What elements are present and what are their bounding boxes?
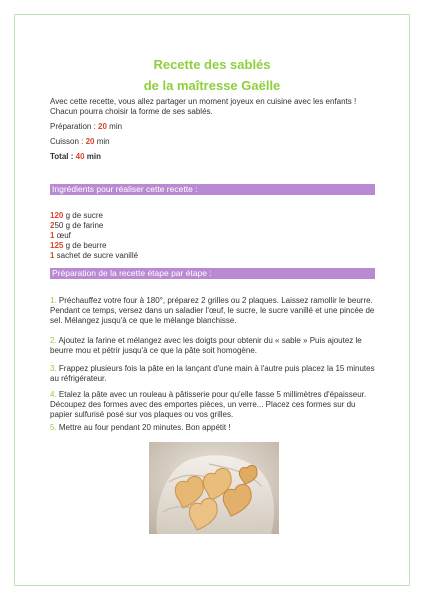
steps-heading: Préparation de la recette étape par étape : bbox=[50, 268, 375, 279]
step-4 bbox=[50, 390, 378, 420]
step-1 bbox=[50, 296, 378, 326]
total-label: Total : bbox=[50, 152, 76, 161]
step-text: Préchauffez votre four à 180°, préparez 2 grilles ou 2 plaques. Laissez ramollir le beurre. Pendant ce temps, versez dans un saladier l'œuf, le sucre, le sucre vanillé et une pincée de sel. Mélangez jusqu'à ce que le mélange blanchisse. bbox=[50, 296, 375, 325]
ingredient-qty: 1 bbox=[50, 231, 55, 240]
total-time bbox=[50, 152, 101, 162]
ingredient-qty: 125 bbox=[50, 241, 64, 250]
step-number: 3. bbox=[50, 364, 57, 373]
ingredient-item bbox=[50, 241, 138, 251]
step-number: 2. bbox=[50, 336, 57, 345]
step-text: Frappez plusieurs fois la pâte en la lançant d'une main à l'autre puis placez la 15 minutes au réfrigérateur. bbox=[50, 364, 375, 383]
ingredients-list bbox=[50, 211, 138, 261]
cookies-illustration bbox=[149, 442, 279, 534]
step-number: 5. bbox=[50, 423, 57, 432]
recipe-title-line-2: de la maîtresse Gaëlle bbox=[143, 78, 281, 93]
ingredient-text: 50 g de farine bbox=[54, 221, 104, 230]
ingredient-item bbox=[50, 211, 138, 221]
ingredient-item bbox=[50, 251, 138, 261]
ingredient-text: œuf bbox=[54, 231, 71, 240]
ingredient-qty: 120 bbox=[50, 211, 64, 220]
ingredient-item bbox=[50, 231, 138, 241]
ingredient-text: g de sucre bbox=[63, 211, 103, 220]
step-3 bbox=[50, 364, 378, 384]
step-5 bbox=[50, 423, 378, 433]
cookies-photo bbox=[149, 442, 279, 534]
ingredient-text: sachet de sucre vanillé bbox=[54, 251, 139, 260]
intro-paragraph: Avec cette recette, vous allez partager un moment joyeux en cuisine avec les enfants ! Chacun pourra choisir la forme de ses sablés. bbox=[50, 97, 357, 116]
step-text: Mettre au four pendant 20 minutes. Bon appétit ! bbox=[56, 423, 231, 432]
step-text: Etalez la pâte avec un rouleau à pâtisserie pour qu'elle fasse 5 millimètres d'épaisseur. Découpez des formes avec des emportes pièces, un verre... Placez ces formes sur du papier sulfurisé posé sur vos plaques ou vos grilles. bbox=[50, 390, 367, 419]
preparation-time bbox=[50, 122, 122, 132]
total-unit: min bbox=[84, 152, 101, 161]
cooking-time bbox=[50, 137, 110, 147]
cooking-value: 20 bbox=[85, 137, 95, 146]
cooking-label: Cuisson : bbox=[50, 137, 86, 146]
cooking-unit: min bbox=[94, 137, 110, 146]
ingredient-item bbox=[50, 221, 138, 231]
ingredient-qty: 1 bbox=[50, 251, 55, 260]
step-text: Ajoutez la farine et mélangez avec les doigts pour obtenir du « sable » Puis ajoutez le beurre mou et pétrir jusqu'à ce que la pâte soit homogène. bbox=[50, 336, 362, 355]
preparation-label: Préparation : bbox=[50, 122, 99, 131]
total-value: 40 bbox=[75, 152, 85, 161]
ingredients-heading: Ingrédients pour réaliser cette recette : bbox=[50, 184, 375, 195]
recipe-title-line-1: Recette des sablés bbox=[153, 57, 271, 72]
step-number: 1. bbox=[50, 296, 57, 305]
ingredient-text: g de beurre bbox=[63, 241, 107, 250]
step-number: 4. bbox=[50, 390, 57, 399]
step-2 bbox=[50, 336, 378, 356]
ingredient-qty: 2 bbox=[50, 221, 55, 230]
preparation-unit: min bbox=[106, 122, 123, 131]
preparation-value: 20 bbox=[98, 122, 107, 131]
